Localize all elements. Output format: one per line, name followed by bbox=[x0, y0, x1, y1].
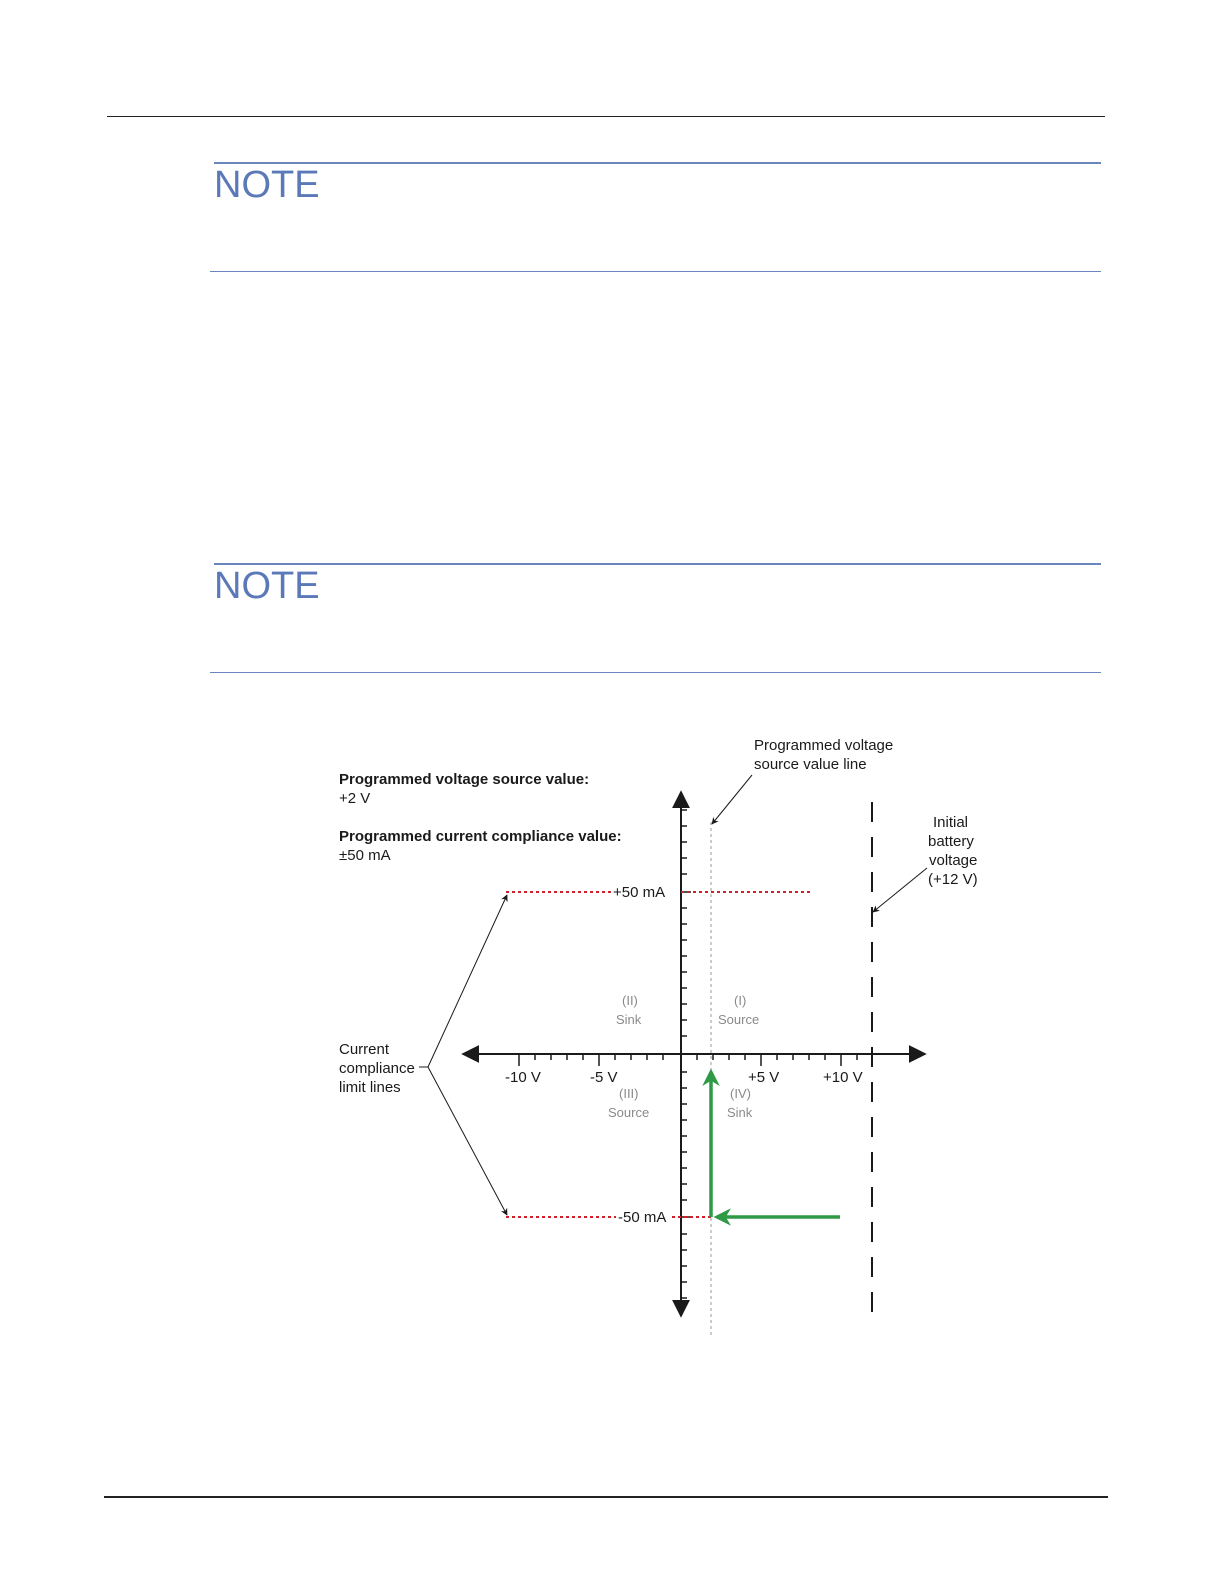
quadrant-3-name: Source bbox=[608, 1105, 650, 1120]
x-tick-label-minus-10: -10 V bbox=[505, 1069, 541, 1086]
battery-callout-2: battery bbox=[928, 833, 974, 850]
programmed-line-callout-1: Programmed voltage bbox=[754, 737, 894, 754]
programmed-line-callout-2: source value line bbox=[754, 756, 867, 773]
battery-callout-1: Initial bbox=[933, 814, 969, 831]
quadrant-4-number: (IV) bbox=[730, 1086, 751, 1101]
x-tick-label-plus-10: +10 V bbox=[823, 1069, 863, 1086]
note-heading: NOTE bbox=[214, 565, 320, 607]
quadrant-3-number: (III) bbox=[619, 1086, 639, 1101]
quadrant-1-name: Source bbox=[718, 1012, 760, 1027]
compliance-leader-lower bbox=[428, 1067, 507, 1215]
current-compliance-label: Programmed current compliance value: bbox=[339, 828, 622, 845]
programmed-line-leader bbox=[712, 775, 752, 824]
compliance-callout-1: Current bbox=[339, 1041, 390, 1058]
current-compliance-value: ±50 mA bbox=[339, 847, 391, 864]
quadrant-2-name: Sink bbox=[616, 1012, 642, 1027]
compliance-leader-upper bbox=[428, 895, 507, 1067]
compliance-callout-2: compliance bbox=[339, 1060, 415, 1077]
battery-leader bbox=[873, 868, 927, 912]
compliance-callout-3: limit lines bbox=[339, 1079, 401, 1096]
quadrant-1-number: (I) bbox=[734, 993, 747, 1008]
x-tick-label-plus-5: +5 V bbox=[748, 1069, 780, 1086]
quadrant-4-name: Sink bbox=[727, 1105, 753, 1120]
y-tick-label-positive: +50 mA bbox=[613, 884, 666, 901]
voltage-source-label: Programmed voltage source value: bbox=[339, 771, 590, 788]
quadrant-2-number: (II) bbox=[622, 993, 638, 1008]
battery-callout-3: voltage bbox=[929, 852, 978, 869]
x-axis-ticks bbox=[519, 1054, 857, 1066]
x-tick-label-minus-5: -5 V bbox=[590, 1069, 618, 1086]
voltage-source-value: +2 V bbox=[339, 790, 371, 807]
battery-callout-4: (+12 V) bbox=[928, 871, 978, 888]
y-tick-label-negative: -50 mA bbox=[618, 1209, 667, 1226]
note-heading: NOTE bbox=[214, 164, 320, 206]
